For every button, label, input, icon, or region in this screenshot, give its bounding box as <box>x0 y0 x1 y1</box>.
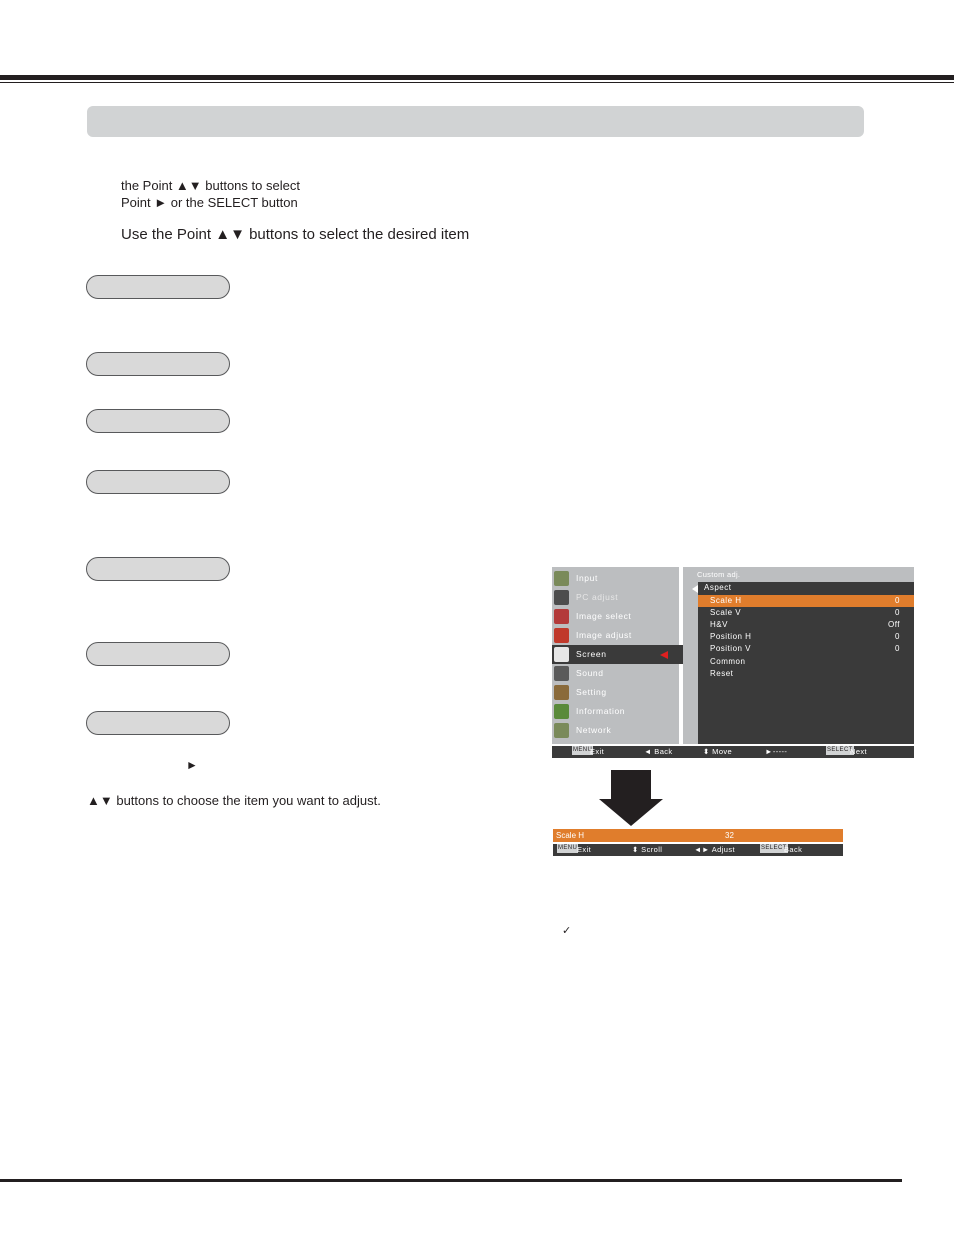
footer-next: Next <box>850 747 868 756</box>
footer-dashes: ►----- <box>765 747 788 756</box>
item-label-pill <box>86 470 230 494</box>
item-label-pill <box>86 409 230 433</box>
submenu-row-reset[interactable]: Reset <box>710 669 734 678</box>
osd-main-menu <box>552 567 679 744</box>
pc-adjust-icon <box>554 590 569 605</box>
submenu-title: Custom adj. <box>697 570 741 579</box>
input-icon <box>554 571 569 586</box>
adjust-bar[interactable] <box>553 829 843 842</box>
instruction-line-4: ▲▼ buttons to choose the item you want to adjust. <box>87 793 381 808</box>
item-label-pill <box>86 642 230 666</box>
adjust-footer-scroll: ⬍ Scroll <box>632 845 663 854</box>
adjust-bar-label: Scale H <box>556 831 585 840</box>
submenu-row-scale-v[interactable]: Scale V 0 <box>710 608 900 617</box>
submenu-row-position-v[interactable]: Position V 0 <box>710 644 900 653</box>
adjust-footer-back: Back <box>784 845 803 854</box>
footer-rule <box>0 1179 902 1182</box>
down-arrow-icon <box>611 770 651 800</box>
footer-back: ◄ Back <box>644 747 673 756</box>
menu-item-pc-adjust[interactable]: PC adjust <box>552 588 679 607</box>
submenu-row-common[interactable]: Common <box>710 657 746 666</box>
header-rule-thick <box>0 75 954 80</box>
check-mark-icon: ✓ <box>562 925 572 937</box>
image-adjust-icon <box>554 628 569 643</box>
item-label-pill <box>86 711 230 735</box>
selection-pointer-icon <box>660 651 668 659</box>
step-arrow: ► <box>186 758 198 772</box>
menu-item-screen[interactable]: Screen <box>552 645 679 664</box>
submenu-row-position-h[interactable]: Position H 0 <box>710 632 900 641</box>
adjust-bar-footer: MENU Exit ⬍ Scroll ◄► Adjust SELECT Back <box>553 844 843 856</box>
item-label-pill <box>86 352 230 376</box>
submenu-back-arrow-icon <box>692 585 698 593</box>
adjust-bar-value: 32 <box>725 831 734 840</box>
instruction-line-2: Point ► or the SELECT button <box>121 195 298 210</box>
menu-item-sound[interactable]: Sound <box>552 664 679 683</box>
instruction-line-1: the Point ▲▼ buttons to select <box>121 178 300 193</box>
sound-icon <box>554 666 569 681</box>
submenu-row-h-and-v[interactable]: H&V Off <box>710 620 900 629</box>
item-label-pill <box>86 275 230 299</box>
network-icon <box>554 723 569 738</box>
section-title-bar <box>87 106 864 137</box>
item-label-pill <box>86 557 230 581</box>
menu-item-image-select[interactable]: Image select <box>552 607 679 626</box>
screen-icon <box>554 647 569 662</box>
menu-item-image-adjust[interactable]: Image adjust <box>552 626 679 645</box>
menu-item-network[interactable]: Network <box>552 721 679 740</box>
osd-footer: MENU Exit ◄ Back ⬍ Move ►----- SELECT Next <box>552 746 914 758</box>
footer-exit: Exit <box>590 747 605 756</box>
submenu-row-scale-h[interactable]: Scale H 0 <box>698 595 914 607</box>
down-arrow-head-icon <box>599 799 663 826</box>
menu-item-setting[interactable]: Setting <box>552 683 679 702</box>
submenu-header: Aspect <box>704 583 732 592</box>
menu-item-information[interactable]: Information <box>552 702 679 721</box>
header-rule-thin <box>0 82 954 83</box>
setting-icon <box>554 685 569 700</box>
information-icon <box>554 704 569 719</box>
adjust-footer-exit: Exit <box>577 845 592 854</box>
adjust-footer-adjust: ◄► Adjust <box>694 845 735 854</box>
menu-item-input[interactable]: Input <box>552 569 679 588</box>
instruction-line-3: Use the Point ▲▼ buttons to select the desired item <box>121 226 470 243</box>
footer-move: ⬍ Move <box>703 747 733 756</box>
image-select-icon <box>554 609 569 624</box>
